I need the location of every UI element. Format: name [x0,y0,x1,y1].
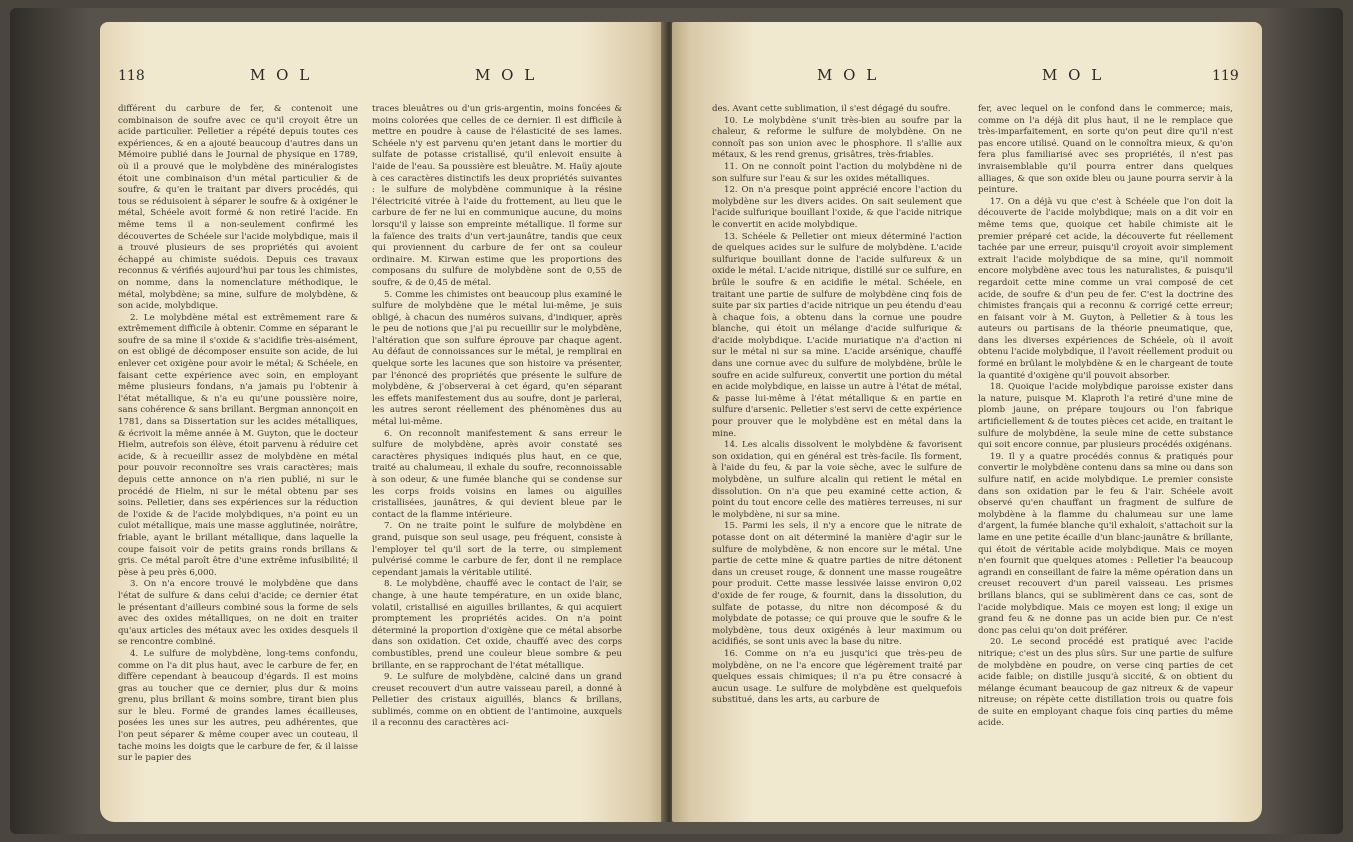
paragraph: des. Avant cette sublimation, il s'est dégagé du soufre. [712,104,951,114]
paragraph: 8. Le molybdène, chauffé avec le contact de l'air, se change, à une haute température, en un oxide blanc, volatil, cristallisé en aiguilles brillantes, & qui acquiert promptement les propriétés acides. On n'a point déterminé la proportion d'oxigène que ce métal absorbe dans son oxidation. Cet oxide, chauffé avec des corps combustibles, prend une couleur bleue sombre & peu brillante, en se rapprochant de l'état métallique. [372,579,622,671]
right-running-head-b: M O L [1042,66,1105,84]
paragraph: 11. On ne connoît point l'action du molybdène ni de son sulfure sur l'eau & sur les oxides métalliques. [712,161,962,184]
paragraph: 2. Le molybdène métal est extrêmement rare & extrêmement difficile à obtenir. Comme en séparant le soufre de sa mine il s'oxide & s'acidifie très-aisément, on est obligé de décomposer ensuite son acide, de lui enlever cet oxigène pour avoir le métal; & Schéele, en faisant cette expérience avec soin, en employant même plusieurs fondans, n'a jamais pu l'obtenir à l'état métallique, & n'a eu qu'une poussière noire, sans cohérence & sans brillant. Bergman annonçoit en 1781, dans sa Dissertation sur les acides métalliques, & écrivoit la même année à M. Guyton, que le docteur Hielm, autrefois son élève, étoit parvenu à réduire cet acide, & à recueillir assez de molybdène en métal pour pouvoir reconnoître ses vrais caractères; mais depuis cette annonce on n'a rien publié, ni sur le procédé de Hielm, ni sur le métal obtenu par ses soins. Pelletier, dans ses expériences sur la réduction de l'oxide & de l'acide molybdiques, n'a point eu un culot métallique, mais une masse agglutinée, noirâtre, friable, ayant le brillant métallique, dans laquelle la coupe faisoit voir de petits grains ronds brillans & gris. Ce métal paroît être d'une extrême infusibilité; il pèse à peu près 6,000. [118,312,358,578]
paragraph: 3. On n'a encore trouvé le molybdène que dans l'état de sulfure & dans celui d'acide; ce dernier état le présentant d'ailleurs combiné sous la forme de sels avec des oxides métalliques, on ne doit en traiter qu'aux articles des métaux avec les oxides desquels il se rencontre combiné. [118,579,358,648]
paragraph: 16. Comme on n'a eu jusqu'ici que très-peu de molybdène, on ne l'a encore que légèrement traité par quelques essais chimiques; il n'a pu être consacré à aucun usage. Le sulfure de molybdène est quelquefois substitué, dans les arts, au carbure de [712,648,962,706]
paragraph: 7. On ne traite point le sulfure de molybdène en grand, puisque son seul usage, peu fréquent, consiste à l'employer tel qu'il sort de la terre, ou simplement pulvérisé comme le carbure de fer, dont il ne remplace cependant jamais la véritable utilité. [372,521,622,578]
left-column-1 [118,104,358,765]
left-page-number: 118 [118,68,145,84]
paragraph: différent du carbure de fer, & contenoit une combinaison de soufre avec ce qu'il croyoit être un acide particulier. Pelletier a répété depuis toutes ces expériences, & en a ajouté beaucoup d'autres dans un Mémoire publié dans le Journal de physique en 1789, où il a prouvé que le molybdène des minéralogistes étoit une combinaison d'un métal particulier & de soufre, & qu'en le traitant par divers procédés, qui tous se réduisoient à séparer le soufre & à oxigéner le métal, Schéele avoit formé & non retiré l'acide. En même tems il a non-seulement confirmé les découvertes de Schéele sur l'acide molybdique, mais il a trouvé plusieurs de ses propriétés qui avoient échappé au chimiste suédois. Depuis ces travaux reconnus & vérifiés aujourd'hui par tous les chimistes, on nomme, dans la nomenclature méthodique, le métal, molybdène; sa mine, sulfure de molybdène, & son acide, molybdique. [118,104,358,312]
right-column-1 [712,104,962,707]
paragraph: 17. On a déjà vu que c'est à Schéele que l'on doit la découverte de l'acide molybdique; mais on a dit voir en même tems que, quoique cet habile chimiste ait le premier préparé cet acide, la découverte fut réellement tachée par une erreur, puisqu'il croyoit avoir simplement extrait l'acide molybdique de sa mine, qu'il nommoit encore molybdène avec tous les naturalistes, & puisqu'il regardoit cette mine comme un vrai composé de cet acide, de soufre & d'un peu de fer. C'est la doctrine des chimistes français qui a reconnu & corrigé cette erreur; en faisant voir à M. Guyton, à Pelletier & à tous les auteurs ou partisans de la théorie pneumatique, que, dans les diverses expériences de Schéele, où il avoit obtenu l'acide molybdique, il l'avoit réellement produit ou formé en brûlant le molybdène & en le chargeant de toute la quantité d'oxigène qu'il pouvoit absorber. [978,196,1233,381]
paragraph: 12. On n'a presque point apprécié encore l'action du molybdène sur les divers acides. On sait seulement que l'acide sulfurique bouillant l'oxide, & que l'acide nitrique le convertit en acide molybdique. [712,185,962,230]
paragraph: 13. Schéele & Pelletier ont mieux déterminé l'action de quelques acides sur le sulfure de molybdène. L'acide sulfurique bouillant donne de l'acide sulfureux & un oxide le métal. L'acide nitrique, distillé sur ce sulfure, en brûle le soufre & en acidifie le métal. Schéele, en traitant une partie de sulfure de molybdène cinq fois de suite par six parties d'acide nitrique un peu étendu d'eau à chaque fois, a obtenu dans la cornue une poudre blanche, qui étoit un mélange d'acide sulfurique & d'acide molybdique. L'acide muriatique n'a d'action ni sur le métal ni sur sa mine. L'acide arsénique, chauffé dans une cornue avec du sulfure de molybdène, brûle le soufre en acide sulfureux, convertit une portion du métal en acide molybdique, en laisse un autre à l'état de métal, & passe lui-même à l'état métallique & en partie en sulfure d'arsenic. Pelletier s'est servi de cette expérience pour prouver que le molybdène est en métal dans la mine. [712,231,962,439]
paragraph: 15. Parmi les sels, il n'y a encore que le nitrate de potasse dont on ait déterminé la manière d'agir sur le sulfure de molybdène, & non encore sur le métal. Une partie de cette mine & quatre parties de nitre détonent dans un creuset rouge, & donnent une masse rougeâtre pour produit. Cette masse lessivée laisse environ 0,02 d'oxide de fer rouge, & fournit, dans la dissolution, du sulfate de potasse, du nitre non décomposé & du molybdate de potasse; ce qui prouve que le soufre & le molybdène, tous deux oxigénés à leur maximum ou acidifiés, se sont unis avec la base du nitre. [712,521,962,648]
paragraph: 9. Le sulfure de molybdène, calciné dans un grand creuset recouvert d'un autre vaisseau pareil, a donné à Pelletier des cristaux aiguillés, blancs & brillans, sublimés, comme on en obtient de l'antimoine, auxquels il a reconnu des caractères aci- [372,672,622,729]
left-running-head-b: M O L [475,66,538,84]
paragraph: 5. Comme les chimistes ont beaucoup plus examiné le sulfure de molybdène que le métal lui-même, je suis obligé, à chacun des numéros suivans, d'indiquer, après le peu de notions que j'ai pu recueillir sur le molybdène, l'altération que son sulfure éprouve par chaque agent. Au défaut de connoissances sur le métal, je remplirai en quelque sorte les lacunes que son histoire va présenter, par l'énoncé des propriétés que présente le sulfure de molybdène, & j'observerai à cet égard, qu'en séparant les effets manifestement dus au soufre, dont je parlerai, les autres seront réellement des phénomènes dus au métal lui-même. [372,289,622,428]
paragraph: fer, avec lequel on le confond dans le commerce; mais, comme on l'a déjà dit plus haut, il ne le remplace que très-imparfaitement, en sorte qu'on peut dire qu'il n'est pas encore utilisé. Quand on le connoîtra mieux, & qu'on fera plus familiarisé avec ses propriétés, il n'est pas invraisemblable qu'il pourra entrer dans quelques alliages, & que son oxide bleu ou jaune pourra servir à la peinture. [978,104,1233,196]
paragraph: 20. Le second procédé est pratiqué avec l'acide nitrique; c'est un des plus sûrs. Sur une partie de sulfure de molybdène en poudre, on verse cinq parties de cet acide faible; on distille jusqu'à siccité, & on obtient du mélange écumant beaucoup de gaz nitreux & de vapeur nitreuse; on répète cette distillation trois ou quatre fois de suite en employant chaque fois cinq parties du même acide. [978,637,1233,729]
paragraph: 18. Quoique l'acide molybdique paroisse exister dans la nature, puisque M. Klaproth l'a retiré d'une mine de plomb jaune, on prépare toujours ou l'on fabrique artificiellement & de toutes pièces cet acide, en traitant le sulfure de molybdène, la seule mine de cette substance qui soit encore connue, par plusieurs procédés oxigénans. [978,382,1234,451]
right-page-number: 119 [1212,68,1239,84]
paragraph: 6. On reconnoît manifestement & sans erreur le sulfure de molybdène, après avoir constaté ses caractères physiques indiqués plus haut, en ce que, traité au chalumeau, il exhale du soufre, reconnoissable à son odeur, & une fumée blanche qui se condense sur les corps froids voisins en lames ou aiguilles cristallisées, jaunâtres, & qui devient bleue par le contact de la flamme intérieure. [372,428,622,520]
left-column-2 [372,104,622,730]
left-page [100,22,665,822]
paragraph: 19. Il y a quatre procédés connus & pratiqués pour convertir le molybdène contenu dans sa mine ou dans son sulfure natif, en acide molybdique. Le premier consiste dans son oxidation par le feu & l'air. Schéele avoit observé qu'en chauffant un fragment de sulfure de molybdène à la flamme du chalumeau sur une lame d'argent, la fumée blanche qu'il exhaloit, s'attachoit sur la lame en une petite écaille d'un blanc-jaunâtre & brillante, qui étoit de véritable acide molybdique. Mais ce moyen n'en fournit que quelques atomes : Pelletier l'a beaucoup agrandi en conseillant de faire la même opération dans un creuset recouvert d'un pareil vaisseau. Les prismes brillans blancs, qui se sublimèrent dans ce cas, sont de l'acide molybdique. Mais ce moyen est long; il exige un grand feu & ne donne pas un acide bien pur. Ce n'est donc pas celui qu'on doit préférer. [978,451,1233,636]
paragraph: traces bleuâtres ou d'un gris-argentin, moins foncées & moins colorées que celles de ce dernier. Il est difficile à mettre en poudre à cause de l'élasticité de ses lames. Schéele n'y est parvenu qu'en jetant dans le mortier du sulfate de potasse cristallisé, qu'il enlevoit ensuite à l'aide de l'eau. Sa poussière est bleuâtre. M. Haüy ajoute à ces caractères distinctifs les deux propriétés suivantes : le sulfure de molybdène communique à la résine l'électricité vitrée à l'aide du frottement, au lieu que le carbure de fer ne lui en communique aucune, du moins lorsqu'il y laisse son empreinte métallique. Il forme sur la faïence des traits d'un vert-jaunâtre, tandis que ceux qui proviennent du carbure de fer ont sa couleur ordinaire. M. Kirwan estime que les proportions des composans du sulfure de molybdène sont de 0,55 de soufre, & de 0,45 de métal. [372,104,622,288]
left-running-head-a: M O L [250,66,313,84]
paragraph: 4. Le sulfure de molybdène, long-tems confondu, comme on l'a dit plus haut, avec le carbure de fer, en diffère cependant à beaucoup d'égards. Il est moins gras au toucher que ce dernier, plus dur & moins grenu, plus brillant & moins sombre, tirant bien plus sur le bleu. Formé de grandes lames écailleuses, posées les unes sur les autres, peu adhérentes, que l'on peut séparer & même couper avec un couteau, il tache moins les doigts que le carbure de fer, & il laisse sur le papier des [118,648,358,764]
right-column-2 [978,104,1233,730]
right-page [672,22,1262,822]
paragraph: 14. Les alcalis dissolvent le molybdène & favorisent son oxidation, qui en général est très-facile. Ils forment, à l'aide du feu, & par la voie sèche, avec le sulfure de molybdène, un sulfure alcalin qui retient le métal en dissolution. On n'a que peu examiné cette action, & point du tout encore celle des matières terreuses, ni sur le molybdène, ni sur sa mine. [712,440,962,520]
right-running-head-a: M O L [817,66,880,84]
paragraph: 10. Le molybdène s'unit très-bien au soufre par la chaleur, & reforme le sulfure de molybdène. On ne connoît pas son union avec le phosphore. Il s'allie aux métaux, & les rend grenus, grisâtres, très-friables. [712,115,962,161]
